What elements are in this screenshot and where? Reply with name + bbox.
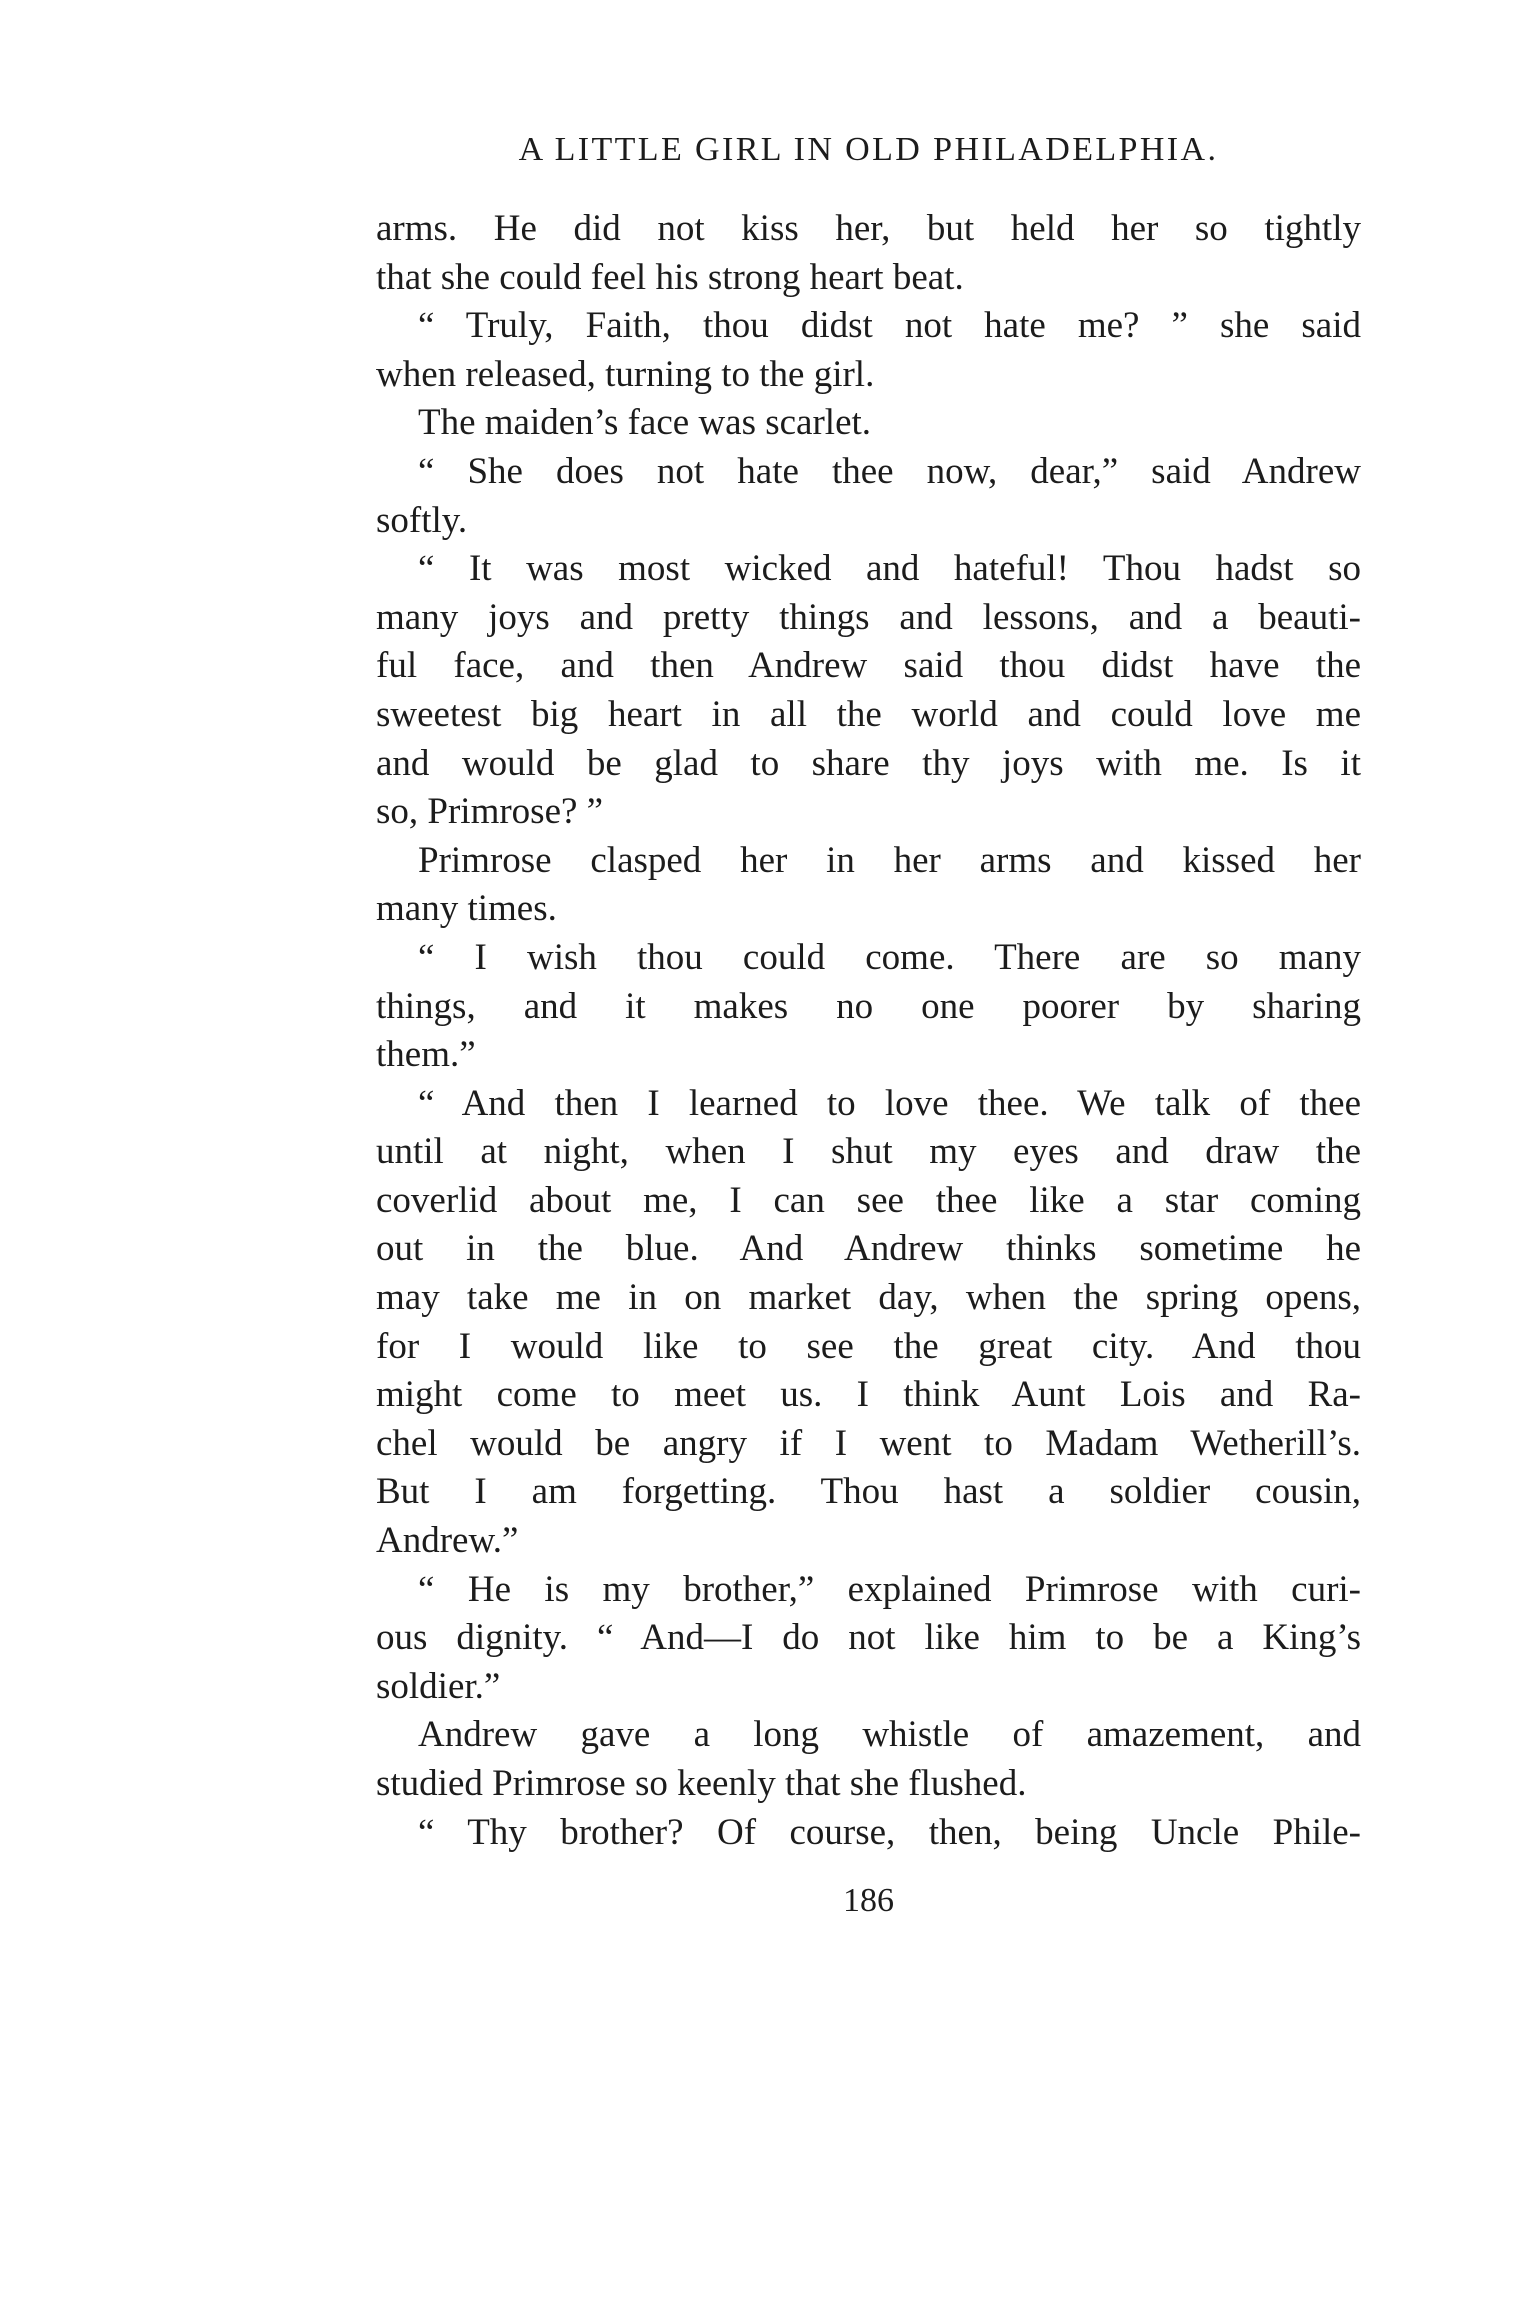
text-line: ful face, and then Andrew said thou didst have the (376, 645, 1361, 687)
text-line: might come to meet us. I think Aunt Lois and Ra- (376, 1374, 1361, 1416)
text-line: studied Primrose so keenly that she flushed. (376, 1763, 1027, 1804)
text-line: “ It was most wicked and hateful! Thou hadst so (418, 548, 1361, 590)
text-line: things, and it makes no one poorer by sharing (376, 985, 1361, 1027)
text-line: sweetest big heart in all the world and could love me (376, 693, 1361, 735)
text-line: Andrew gave a long whistle of amazement, and (418, 1714, 1361, 1756)
text-line: But I am forgetting. Thou hast a soldier cousin, (376, 1471, 1361, 1513)
page-number: 186 (843, 1882, 894, 1919)
text-line: “ She does not hate thee now, dear,” said Andrew (418, 450, 1361, 492)
running-head: A LITTLE GIRL IN OLD PHILADELPHIA. (518, 131, 1219, 168)
text-line: them.” (376, 1034, 476, 1076)
text-line: “ I wish thou could come. There are so many (418, 936, 1361, 978)
text-line: “ And then I learned to love thee. We talk of thee (418, 1082, 1361, 1124)
text-line: until at night, when I shut my eyes and draw the (376, 1131, 1361, 1173)
text-line: “ Truly, Faith, thou didst not hate me? ” she said (418, 305, 1361, 347)
text-line: soldier.” (376, 1665, 501, 1707)
text-line: coverlid about me, I can see thee like a star coming (376, 1179, 1361, 1221)
body-text (376, 205, 1361, 1857)
text-line: softly. (376, 499, 468, 541)
text-line: out in the blue. And Andrew thinks sometime he (376, 1228, 1361, 1270)
text-line: that she could feel his strong heart beat. (376, 256, 964, 298)
text-line: “ Thy brother? Of course, then, being Uncle Phile- (418, 1811, 1361, 1853)
text-line: “ He is my brother,” explained Primrose with curi- (418, 1568, 1361, 1610)
text-line: and would be glad to share thy joys with me. Is it (376, 742, 1361, 784)
text-line: chel would be angry if I went to Madam Wetherill’s. (376, 1422, 1361, 1464)
text-line: arms. He did not kiss her, but held her so tightly (376, 208, 1361, 249)
text-line: may take me in on market day, when the spring opens, (376, 1277, 1361, 1319)
text-line: The maiden’s face was scarlet. (418, 402, 872, 444)
text-line: when released, turning to the girl. (376, 353, 875, 395)
text-line: ous dignity. “ And—I do not like him to be a King’s (376, 1617, 1361, 1659)
text-line: many joys and pretty things and lessons, and a beauti- (376, 596, 1361, 638)
text-line: so, Primrose? ” (376, 791, 604, 833)
text-line: for I would like to see the great city. And thou (376, 1325, 1361, 1367)
text-line: Andrew.” (376, 1520, 519, 1562)
text-line: many times. (376, 888, 557, 930)
text-line: Primrose clasped her in her arms and kissed her (418, 839, 1361, 881)
